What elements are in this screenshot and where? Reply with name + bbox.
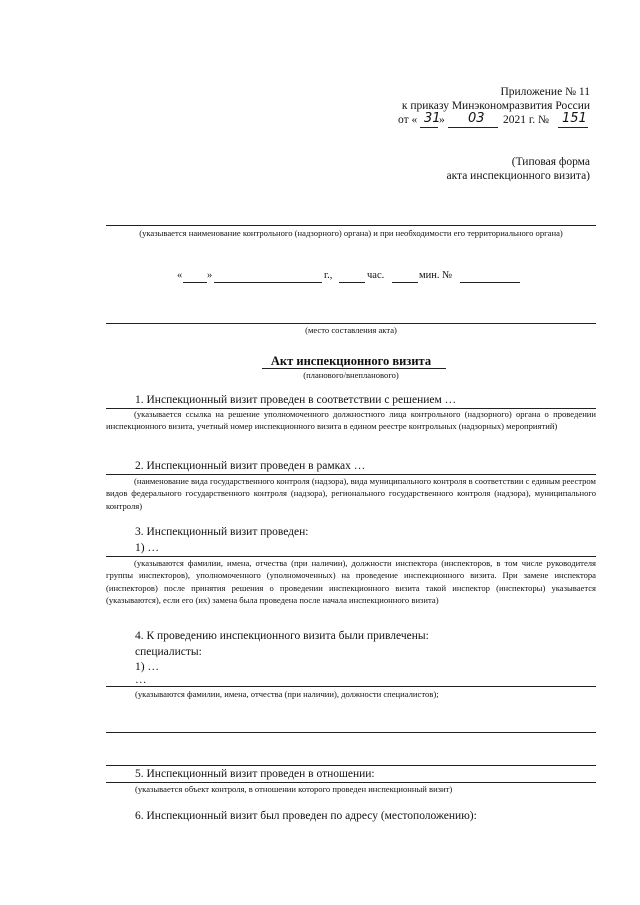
appendix-day: 31 [424,111,441,126]
date-year-label: г., [324,270,333,281]
appendix-date-open: от « [398,114,418,126]
section-5-caption: (указывается объект контроля, в отношении которого проведен инспекционный визит) [135,784,453,794]
act-subtitle: (планового/внепланового) [303,370,399,380]
section-4-blank-line-2 [106,765,596,766]
organ-line [106,225,596,226]
section-4-item: 1) … [135,661,159,673]
date-day-blank [183,282,207,283]
section-2-title: 2. Инспекционный визит проведен в рамках … [135,460,366,472]
section-4-label: специалисты: [135,646,202,658]
date-month-blank [214,282,322,283]
day-underline [420,127,438,128]
section-4-line [106,686,596,687]
appendix-date-close: » [439,114,445,126]
form-type-line-2: акта инспекционного визита) [446,170,590,182]
month-underline [448,127,498,128]
form-type-line-1: (Типовая форма [511,156,590,168]
section-5-title: 5. Инспекционный визит проведен в отношении: [135,768,375,780]
date-minutes-label: мин. № [419,270,453,281]
section-1-caption: (указывается ссылка на решение уполномоченного должностного лица контрольного (надзорного) органа о проведении инспекционного визита, учетный номер инспекционного визита в едином реестре контрольных (надзорных) мероприятий) [106,409,596,432]
appendix-line-1: Приложение № 11 [500,86,590,98]
section-6-title: 6. Инспекционный визит был проведен по адресу (местоположению): [135,810,477,822]
section-1-title: 1. Инспекционный визит проведен в соответствии с решением … [135,394,457,406]
section-2-caption: (наименование вида государственного контроля (надзора), вида муниципального контроля в соответствии с единым реестром видов федерального государственного контроля (надзора), регионального государственного контроля (надзора), муниципального контроля) [106,476,596,511]
organ-caption: (указывается наименование контрольного (надзорного) органа) и при необходимости его территориального органа) [139,228,563,238]
appendix-order-number: 151 [562,111,587,126]
date-close: » [207,270,213,281]
section-3-caption: (указываются фамилии, имена, отчества (при наличии), должности инспектора (инспекторов, в том числе руководителя группы инспекторов), уполномоченного (уполномоченных) на проведение инспекционного визита. При замене инспектора (инспекторов) после принятия решения о проведении инспекционного визита такой инспектор (инспекторы) указывается (указываются), если его (их) замена была проведена после начала инспекционного визита) [106,558,596,606]
date-hours-label: час. [367,270,385,281]
number-underline [558,127,588,128]
date-hour-blank [339,282,365,283]
section-3-title: 3. Инспекционный визит проведен: [135,526,309,538]
section-4-caption: (указываются фамилии, имена, отчества (при наличии), должности специалистов); [135,689,439,699]
date-minute-blank [392,282,418,283]
date-open: « [177,270,183,281]
appendix-line-2: к приказу Минэкономразвития России [401,100,590,112]
section-4-title: 4. К проведению инспекционного визита были привлечены: [135,630,429,642]
appendix-year-number: 2021 г. № [503,114,550,126]
act-title: Акт инспекционного визита [270,354,432,368]
section-4-ellipsis: … [135,674,147,686]
appendix-month: 03 [468,111,485,126]
section-3-item: 1) … [135,542,159,554]
place-caption: (место составления акта) [305,325,397,335]
section-4-blank-line-1 [106,732,596,733]
date-number-blank [460,282,520,283]
